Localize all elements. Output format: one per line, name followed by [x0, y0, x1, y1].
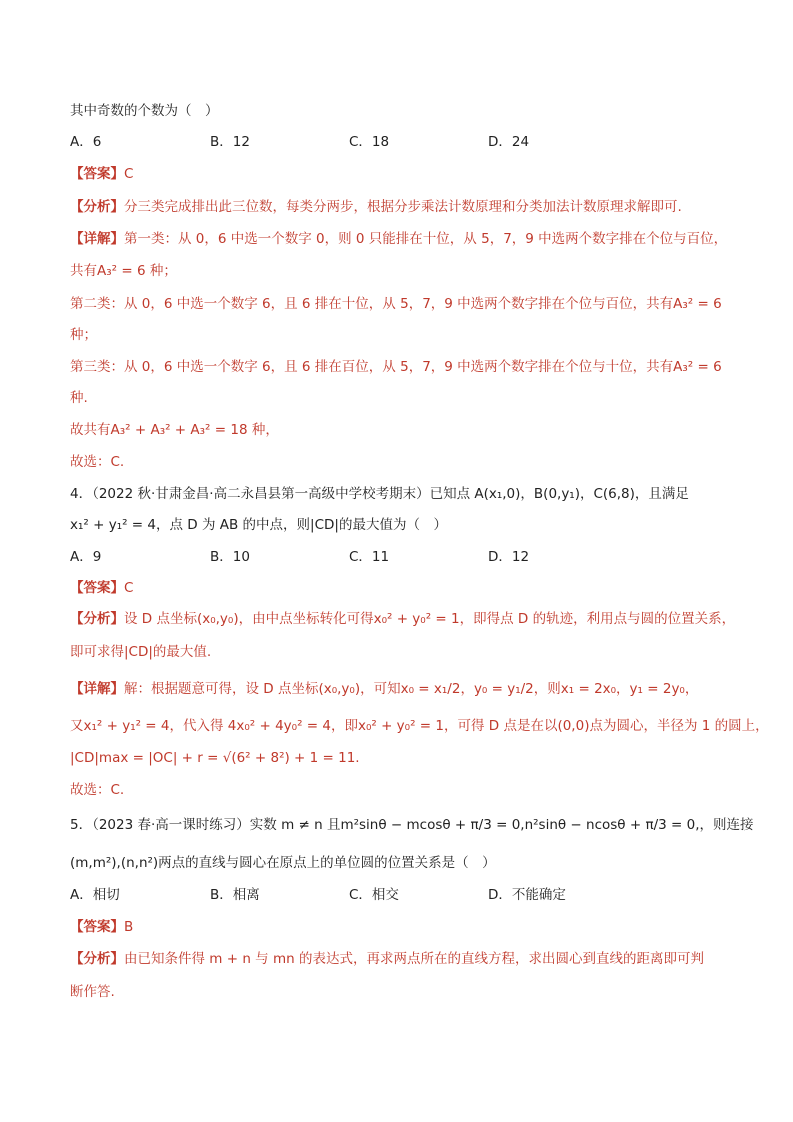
detail-text: 第一类：从 0，6 中选一个数字 0，则 0 只能排在十位，从 5，7，9 中选两个数字排在个位与百位，	[124, 231, 728, 247]
analysis-tag: 【分析】	[70, 951, 124, 967]
q3-detail-line-5: 第三类：从 0，6 中选一个数字 6，且 6 排在百位，从 5，7，9 中选两个数字排在个位与十位，共有A₃² = 6	[70, 359, 722, 375]
q3-option-a: A．6	[70, 134, 102, 150]
q3-detail-line-2: 共有A₃² = 6 种；	[70, 263, 177, 279]
q3-detail-line-7: 故共有A₃² + A₃² + A₃² = 18 种，	[70, 422, 279, 438]
q5-option-a: A．相切	[70, 887, 120, 903]
q5-option-b: B．相离	[210, 887, 260, 903]
q3-choose: 故选：C.	[70, 454, 125, 470]
q5-answer-line	[70, 917, 133, 937]
answer-value: C	[124, 580, 134, 596]
answer-tag: 【答案】	[70, 580, 124, 596]
q3-detail-line-4: 种；	[70, 327, 97, 343]
answer-tag: 【答案】	[70, 166, 124, 182]
q4-analysis-line-1	[70, 609, 735, 629]
analysis-text: 由已知条件得 m + n 与 mn 的表达式，再求两点所在的直线方程，求出圆心到直线的距离即可判	[124, 951, 704, 967]
q4-stem-line-2: x₁² + y₁² = 4，点 D 为 AB 的中点，则|CD|的最大值为（ ）	[70, 517, 447, 533]
q4-choose: 故选：C.	[70, 782, 125, 798]
q4-option-a: A．9	[70, 549, 102, 565]
answer-value: B	[124, 919, 134, 935]
answer-tag: 【答案】	[70, 919, 124, 935]
q3-detail-line-3: 第二类：从 0，6 中选一个数字 6，且 6 排在十位，从 5，7，9 中选两个数字排在个位与百位，共有A₃² = 6	[70, 296, 722, 312]
q3-analysis-line	[70, 197, 682, 217]
analysis-tag: 【分析】	[70, 611, 124, 627]
q5-stem-line-1: 5．（2023 春·高一课时练习）实数 m ≠ n 且m²sinθ − mcosθ + π/3 = 0,n²sinθ − ncosθ + π/3 = 0,，则连接	[70, 817, 754, 833]
analysis-tag: 【分析】	[70, 199, 124, 215]
q5-stem-line-2: (m,m²),(n,n²)两点的直线与圆心在原点上的单位圆的位置关系是（ ）	[70, 855, 496, 871]
q3-option-c: C．18	[349, 134, 390, 150]
q4-answer-line	[70, 578, 133, 598]
q4-option-d: D．12	[488, 549, 530, 565]
q5-analysis-line-2: 断作答.	[70, 984, 115, 1000]
q3-detail-line-6: 种.	[70, 390, 88, 406]
q3-option-b: B．12	[210, 134, 250, 150]
q5-analysis-line-1	[70, 949, 704, 969]
q4-stem-line-1: 4．（2022 秋·甘肃金昌·高二永昌县第一高级中学校考期末）已知点 A(x₁,0)，B(0,y₁)，C(6,8)，且满足	[70, 486, 689, 502]
q3-stem-end: 其中奇数的个数为（ ）	[70, 103, 219, 119]
q3-answer-line	[70, 164, 133, 184]
analysis-text: 设 D 点坐标(x₀,y₀)，由中点坐标转化可得x₀² + y₀² = 1，即得点 D 的轨迹，利用点与圆的位置关系，	[124, 611, 736, 627]
detail-tag: 【详解】	[70, 681, 124, 697]
q3-detail-line-1	[70, 229, 727, 249]
detail-text: 解：根据题意可得，设 D 点坐标(x₀,y₀)，可知x₀ = x₁/2，y₀ = y₁/2，则x₁ = 2x₀，y₁ = 2y₀，	[124, 681, 699, 697]
q5-option-d: D．不能确定	[488, 887, 566, 903]
answer-value: C	[124, 166, 134, 182]
q4-detail-line-1	[70, 679, 698, 699]
q4-detail-line-3: |CD|max = |OC| + r = √(6² + 8²) + 1 = 11.	[70, 750, 360, 766]
detail-tag: 【详解】	[70, 231, 124, 247]
q4-detail-line-2: 又x₁² + y₁² = 4，代入得 4x₀² + 4y₀² = 4，即x₀² + y₀² = 1，可得 D 点是在以(0,0)点为圆心，半径为 1 的圆上，	[70, 718, 769, 734]
analysis-text: 分三类完成排出此三位数，每类分两步，根据分步乘法计数原理和分类加法计数原理求解即可.	[124, 199, 682, 215]
q3-option-d: D．24	[488, 134, 530, 150]
q4-option-c: C．11	[349, 549, 390, 565]
q5-option-c: C．相交	[349, 887, 399, 903]
q4-option-b: B．10	[210, 549, 250, 565]
q4-analysis-line-2: 即可求得|CD|的最大值.	[70, 644, 212, 660]
